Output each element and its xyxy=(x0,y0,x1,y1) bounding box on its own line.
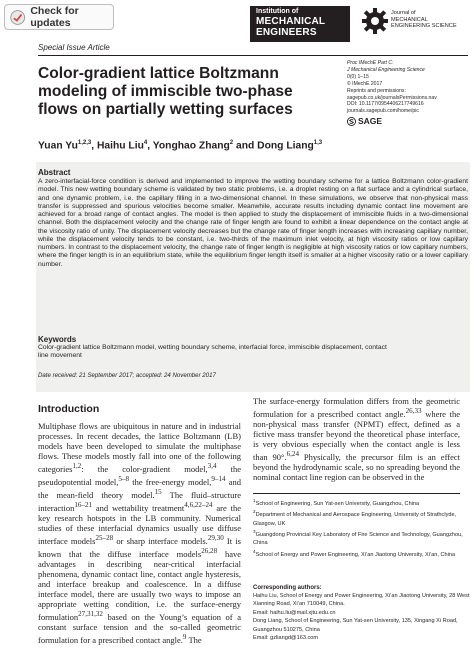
sage-label: SAGE xyxy=(358,116,383,127)
affiliations xyxy=(253,497,471,559)
corresponding-line: Dong Liang, School of Engineering, Sun Yat-sen University, 135, Xingang Xi Road, Guangzhou 510275, China xyxy=(253,618,458,633)
corresponding-heading: Corresponding authors: xyxy=(253,585,322,591)
abstract-text: A zero-interfacial-force condition is derived and implemented to improve the wetting boundary scheme for a lattice Boltzmann color-gradient model. This new wetting boundary scheme is validated by two static problems, i.e. a droplet resting on a flat surface and a cylindrical surface, and one dynamic problem, i.e. the capillary filling in a two-dimensional channel. In these simulations, we observe that non-physical mass transfer is suppressed and spurious velocities become smaller. Meanwhile, accurate results including dynamic contact line movement are achieved for a broad range of contact angles. The model is then applied to study the displacement of immiscible fluids in a two-dimensional channel. Both the displacement velocity and the change rate of finger length are found to exhibit a linear dependence on the contact angle at the viscosity ratio of unity. The displacement velocity decreases but the change rate of finger length increases with increasing capillary number, while the displacement velocity tends to be constant, i.e. two-thirds of the maximum inlet velocity, at high viscosity ratios or low capillary numbers. In contrast to the displacement velocity, the change rate of finger length is negligible at high viscosity ratios or low capillary numbers, where the finger length is in an equilibrium state, while the equilibrium finger length itself is smaller at a higher viscosity ratio or a lower capillary number. xyxy=(38,178,468,268)
corresponding-details xyxy=(253,592,471,642)
check-for-updates-badge[interactable] xyxy=(4,4,114,30)
intro-right-column xyxy=(253,396,460,482)
footnote-rule xyxy=(253,493,460,494)
affiliation-item: $^4$School of Energy and Power Engineering, Xi’an Jiaotong University, Xi’an, China xyxy=(253,548,456,558)
abstract-heading: Abstract xyxy=(38,168,71,177)
journal-line2: MECHANICAL xyxy=(391,16,428,23)
special-issue-label: Special Issue Article xyxy=(38,43,110,52)
author-separator: and xyxy=(233,140,258,152)
intro-right-text: The surface-energy formulation differs from the geometric formulation for a prescribed contact angle.$^{26,33}$ where the non-physical mass transfer (NPMT) effect, defined as a fictive mass transfer beyond the theoretical phase interface, is very obvious especially when the contact angle is less than 90°.$^{6,24}$ Physically, the precursor film is an effect beyond the hydrodynamic scale, so no spreading beyond the nominal contact line region can be observed in the xyxy=(253,396,460,482)
meta-line[interactable]: DOI: 10.1177/0954406217749616 xyxy=(347,101,424,108)
imeche-logo xyxy=(250,6,350,42)
gear-icon xyxy=(362,8,388,34)
meta-line: 0(0) 1–15 xyxy=(347,73,369,80)
author-affiliation-sup: 2 xyxy=(229,140,234,146)
meta-line[interactable]: journals.sagepub.com/home/pic xyxy=(347,108,419,115)
logo-line3: ENGINEERS xyxy=(256,27,317,38)
author-name: Haihu Liu xyxy=(96,140,144,152)
meta-line: © IMechE 2017 xyxy=(347,80,383,87)
journal-line1: Journal of xyxy=(391,10,416,16)
introduction-heading: Introduction xyxy=(38,403,100,415)
author-affiliation-sup: 4 xyxy=(143,140,148,146)
author-name: Dong Liang xyxy=(257,140,314,152)
sage-icon xyxy=(347,117,356,126)
author-affiliation-sup: 1,3 xyxy=(313,140,323,146)
author-name: Yuan Yu xyxy=(38,140,78,152)
journal-line3: ENGINEERING SCIENCE xyxy=(391,23,457,30)
check-for-updates-icon xyxy=(10,9,25,26)
keywords-heading: Keywords xyxy=(38,335,77,344)
dates-line: Date received: 21 September 2017; accepted: 24 November 2017 xyxy=(38,372,216,379)
author-affiliation-sup: 1,2,3 xyxy=(77,140,92,146)
intro-left-column: Multiphase flows are ubiquitous in nature and in industrial processes. In recent decades, the lattice Boltzmann (LB) models have been developed to simulate the multiphase flows. These models mostly fall into one of the following categories$^{1,2}$: the color-gradient model,$^{3,4}$ the pseudopotential model,$^{5-8}$ the free-energy model,$^{9-14}$ and the mean-field theory model.$^{15}$ The fluid–structure interaction$^{16-21}$ and wettability treatment$^{4,6,22-24}$ are the key research hotspots in the LB community. Numerical studies of these interfacial dynamics usually use diffuse interface models$^{25-28}$ or sharp interface models.$^{29,30}$ It is known that the diffuse interface models$^{26,28}$ have advantages in describing near-critical interfacial phenomena, dynamic contact line, contact angle hysteresis, and interface breakup and coalescence. In a diffuse interface model, there are usually two ways to impose an appropriate wetting condition, i.e. the surface-energy formulation$^{27,31,32}$ based on the Young’s equation of a constant surface tension and the so-called geometric formulation for a prescribed contact angle.$^9$ The xyxy=(38,421,242,645)
check-for-updates-label: Check for updates xyxy=(30,5,79,29)
keywords-text: Color-gradient lattice Boltzmann model, wetting boundary scheme, interfacial force, immiscible displacement, contact line movement xyxy=(38,344,387,360)
article-meta xyxy=(347,60,472,126)
affiliation-item: $^3$Guangdong Provincial Key Laboratory of Fire Science and Technology, Guangzhou, China xyxy=(253,528,463,547)
logo-line1: Institution of xyxy=(256,8,299,15)
meta-line[interactable]: sagepub.co.uk/journalsPermissions.nav xyxy=(347,94,437,101)
author-name: Yonghao Zhang xyxy=(152,140,230,152)
meta-line: J Mechanical Engineering Science xyxy=(347,66,425,73)
affiliation-item: $^2$Department of Mechanical and Aerospace Engineering, University of Strathclyde, Glasgow, UK xyxy=(253,509,457,527)
affiliation-item: $^1$School of Engineering, Sun Yat-sen University, Guangzhou, China xyxy=(253,498,420,507)
meta-line: Reprints and permissions: xyxy=(347,87,406,94)
author-separator: , xyxy=(91,140,97,152)
article-title: Color-gradient lattice Boltzmann modeling of immiscible two-phase flows on partially wetting surfaces xyxy=(38,65,293,118)
corresponding-line: Haihu Liu, School of Energy and Power Engineering, Xi’an Jiaotong University, 28 West Xianning Road, Xi’an 710049, China. xyxy=(253,593,470,608)
corresponding-email[interactable]: Email: gzliangd@163.com xyxy=(253,635,319,642)
sage-logo xyxy=(347,116,472,126)
corresponding-email[interactable]: Email: haihu.liu@mail.xjtu.edu.cn xyxy=(253,609,336,616)
header-rule xyxy=(38,55,468,56)
journal-mark xyxy=(362,8,470,42)
meta-line: Proc IMechE Part C: xyxy=(347,60,394,66)
author-list xyxy=(38,140,322,151)
author-separator: , xyxy=(147,140,153,152)
logo-line2: MECHANICAL xyxy=(256,16,326,27)
